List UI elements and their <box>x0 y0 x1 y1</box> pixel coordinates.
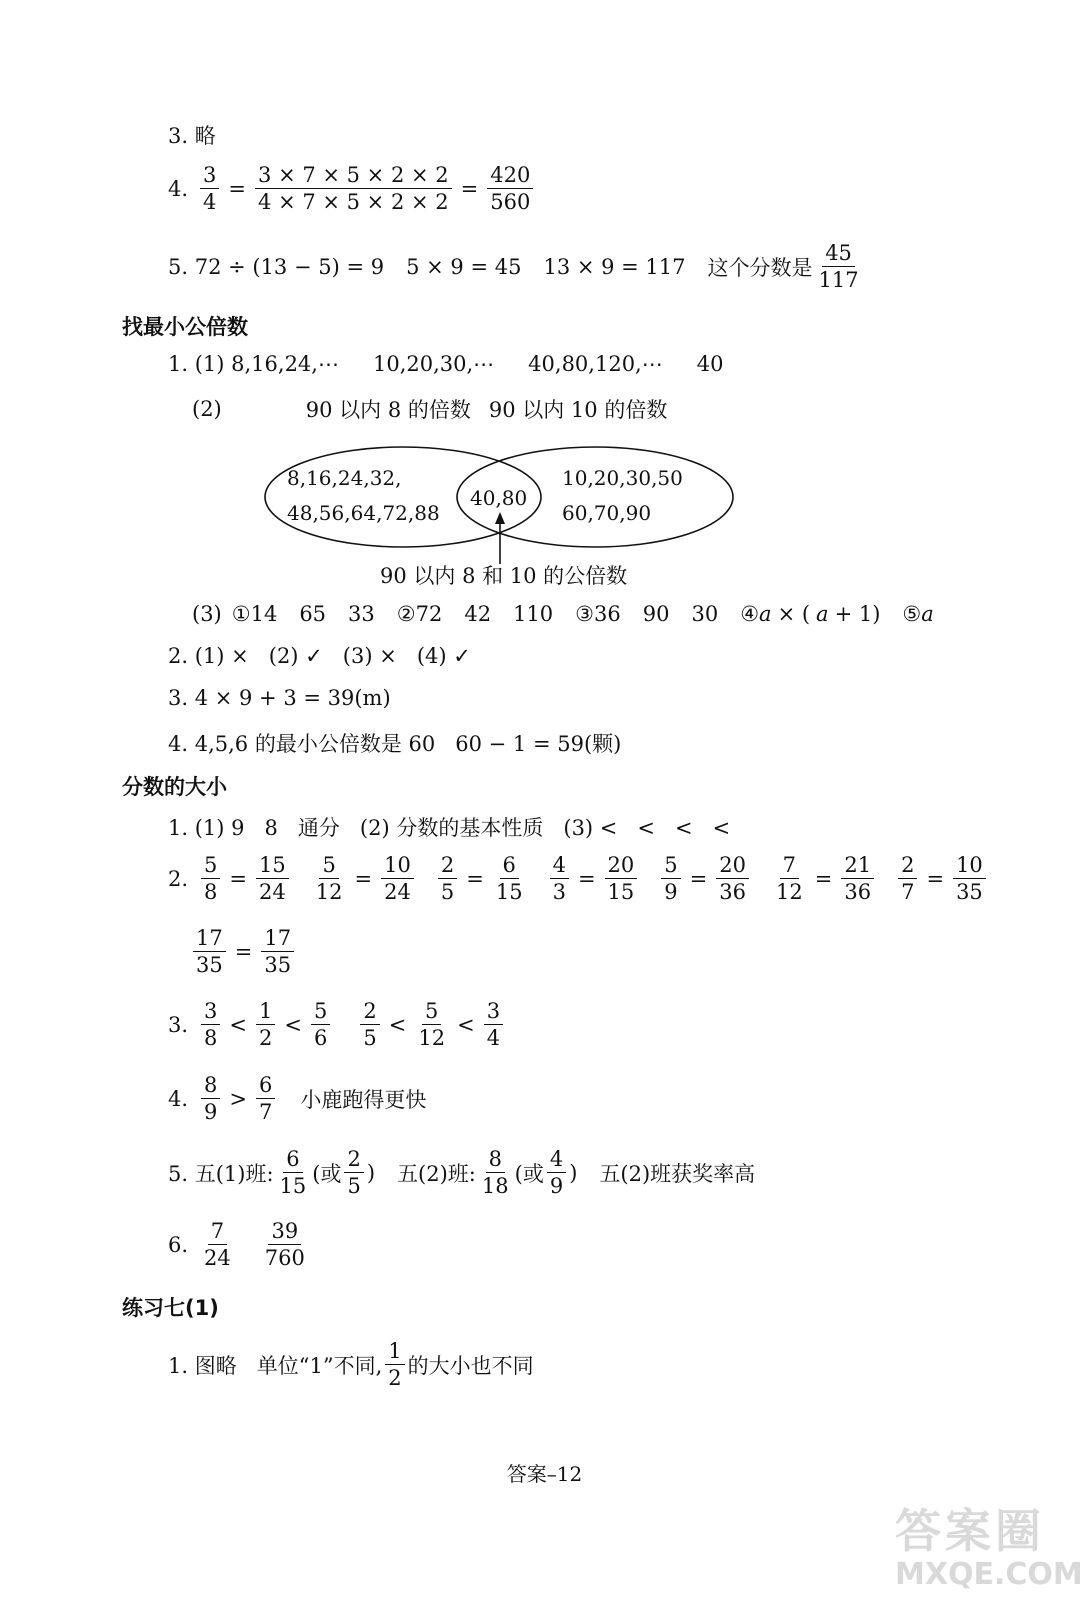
denominator: 5 <box>347 1174 361 1199</box>
denominator: 6 <box>314 1026 328 1051</box>
answer-line-3-1 <box>168 1338 534 1392</box>
denominator: 760 <box>264 1246 305 1271</box>
answer-text: 1. (1) 8,16,24,⋯ <box>168 352 339 376</box>
circled-three-icon: ③ <box>575 602 594 626</box>
denominator: 24 <box>204 1246 231 1271</box>
equation: 5. 72 ÷ (13 − 5) = 9 <box>168 254 385 279</box>
equals-sign: = <box>354 866 373 891</box>
fraction <box>716 852 749 906</box>
watermark-text: 答案圈 <box>895 1504 1045 1558</box>
equation: 13 × 9 = 117 <box>543 254 686 279</box>
numerator: 3 <box>484 998 503 1025</box>
numerator: 17 <box>261 925 294 952</box>
denominator: 12 <box>418 1026 446 1051</box>
venn-caption: 90 以内 8 和 10 的公倍数 <box>380 564 628 588</box>
class-label: 五(2)班: <box>397 1161 476 1186</box>
fraction <box>201 1072 220 1126</box>
numerator: 420 <box>487 162 533 189</box>
denominator: 18 <box>481 1174 509 1199</box>
answer-text: ) <box>366 1160 376 1185</box>
fraction <box>385 1338 404 1392</box>
denominator: 9 <box>549 1174 564 1199</box>
numerator: 4 <box>550 852 569 879</box>
numerator: 2 <box>360 998 379 1025</box>
answer-line-2: 2. (1) × (2) ✓ (3) × (4) ✓ <box>168 644 471 668</box>
answer-line-3b: 3. 4 × 9 + 3 = 39(m) <box>168 686 391 710</box>
denominator: 12 <box>315 880 343 905</box>
denominator: 15 <box>495 880 523 905</box>
section-heading: 找最小公倍数 <box>122 315 248 339</box>
numerator: 21 <box>841 852 874 879</box>
numerator: 5 <box>201 852 220 879</box>
equals-sign: = <box>814 866 833 891</box>
watermark-url: MXQE.COM <box>895 1557 1083 1592</box>
denominator: 9 <box>664 880 678 905</box>
venn-label-right: 90 以内 10 的倍数 <box>488 398 668 422</box>
equation: 5 × 9 = 45 <box>406 254 522 279</box>
answer-line-3 <box>168 120 216 150</box>
answer-value: 30 <box>691 602 719 626</box>
numerator: 45 <box>822 240 855 267</box>
section-heading: 练习七(1) <box>122 1296 219 1320</box>
numerator: 10 <box>953 852 986 879</box>
numerator: 4 <box>547 1146 566 1173</box>
fraction <box>605 852 638 906</box>
numerator: 2 <box>898 852 917 879</box>
equals-sign: = <box>466 866 484 891</box>
item-number: 6. <box>168 1232 189 1257</box>
fraction <box>262 1218 308 1272</box>
fraction <box>773 852 806 906</box>
answer-line-2-2-cont <box>190 925 297 979</box>
item-number: 4. <box>168 1086 189 1111</box>
item-number: (2) <box>192 397 222 421</box>
fraction <box>201 1218 234 1272</box>
denominator: 2 <box>259 1026 273 1051</box>
class-label: 5. 五(1)班: <box>168 1161 274 1186</box>
variable-a: a <box>921 602 934 626</box>
variable-a: a <box>816 602 829 626</box>
section-heading: 分数的大小 <box>122 775 227 799</box>
venn-left-text-2: 48,56,64,72,88 <box>287 501 440 525</box>
fraction <box>256 1072 275 1126</box>
equals-sign: = <box>234 939 253 964</box>
answer-text: 3. 略 <box>168 124 216 148</box>
answer-text: 40 <box>696 352 724 376</box>
fraction <box>661 852 680 906</box>
fraction <box>898 852 917 906</box>
numerator: 3 <box>200 162 219 189</box>
denominator: 15 <box>607 880 635 905</box>
denominator: 15 <box>279 1174 307 1199</box>
answer-value: 42 <box>464 602 492 626</box>
fraction <box>953 852 986 906</box>
denominator: 560 <box>490 190 531 215</box>
watermark-logo <box>895 1495 1083 1592</box>
answer-line-1-2 <box>192 394 667 424</box>
answer-value: 33 <box>348 602 375 626</box>
denominator: 12 <box>776 880 803 905</box>
answer-text: 的大小也不同 <box>407 1353 534 1378</box>
denominator: 35 <box>956 880 983 905</box>
less-than-sign: < <box>388 1012 407 1037</box>
answer-line-2-4 <box>168 1072 426 1126</box>
numerator: 3 × 7 × 5 × 2 × 2 <box>255 162 452 189</box>
fraction <box>201 998 220 1052</box>
numerator: 20 <box>605 852 638 879</box>
operator: × ( <box>777 602 811 626</box>
denominator: 24 <box>384 880 411 905</box>
denominator: 4 <box>486 1026 501 1051</box>
answer-value: 14 <box>250 602 278 626</box>
fraction <box>547 1146 566 1200</box>
denominator: 35 <box>264 953 292 978</box>
answer-text: 10,20,30,⋯ <box>372 352 495 376</box>
fraction <box>381 852 414 906</box>
numerator: 20 <box>716 852 749 879</box>
answer-text: 40,80,120,⋯ <box>528 352 663 376</box>
variable-a: a <box>759 602 772 626</box>
answer-value: 72 <box>415 602 443 626</box>
item-number: (3) <box>192 602 222 626</box>
denominator: 8 <box>204 1026 218 1051</box>
answer-line-4 <box>168 162 536 216</box>
less-than-sign: < <box>229 1012 248 1037</box>
venn-right-text-1: 10,20,30,50 <box>562 466 683 490</box>
answer-line-5 <box>168 240 865 294</box>
venn-label-left: 90 以内 8 的倍数 <box>305 398 471 422</box>
answer-text: (或 <box>514 1161 544 1186</box>
fraction <box>493 852 526 906</box>
numerator: 39 <box>268 1218 301 1245</box>
numerator: 5 <box>311 998 330 1025</box>
answer-value: 90 <box>642 602 670 626</box>
equals-sign: = <box>577 866 596 891</box>
numerator: 2 <box>344 1146 363 1173</box>
answer-line-2-3 <box>168 998 506 1052</box>
denominator: 24 <box>259 880 286 905</box>
answer-text: 这个分数是 <box>707 255 813 280</box>
fraction <box>415 998 448 1052</box>
answer-text: 五(2)班获奖率高 <box>599 1161 756 1186</box>
numerator: 6 <box>283 1146 302 1173</box>
equals-sign: = <box>229 866 248 891</box>
numerator: 8 <box>201 1072 220 1099</box>
page-number: 答案–12 <box>506 1462 583 1486</box>
numerator: 7 <box>780 852 799 879</box>
circled-two-icon: ② <box>396 602 416 626</box>
arrow-up-icon <box>495 512 505 524</box>
venn-right-text-2: 60,70,90 <box>562 501 652 525</box>
numerator: 1 <box>385 1338 404 1365</box>
fraction <box>487 162 533 216</box>
numerator: 10 <box>381 852 414 879</box>
numerator: 17 <box>193 925 226 952</box>
equals-sign: = <box>926 866 945 891</box>
numerator: 6 <box>256 1072 275 1099</box>
denominator: 4 <box>203 190 217 215</box>
denominator: 35 <box>196 953 223 978</box>
fraction <box>256 998 275 1052</box>
less-than-sign: < <box>457 1012 475 1037</box>
answer-line-2-1: 1. (1) 9 8 通分 (2) 分数的基本性质 (3) < < < < <box>168 816 731 840</box>
numerator: 3 <box>201 998 220 1025</box>
fraction <box>200 162 219 216</box>
fraction <box>479 1146 512 1200</box>
fraction <box>816 240 862 294</box>
fraction <box>550 852 569 906</box>
fraction <box>193 925 226 979</box>
answer-value: 65 <box>299 602 327 626</box>
fraction <box>484 998 503 1052</box>
answer-line-1-3 <box>192 602 934 626</box>
fraction <box>311 998 330 1052</box>
answer-text: 小鹿跑得更快 <box>300 1087 427 1112</box>
circled-four-icon: ④ <box>740 602 760 626</box>
denominator: 7 <box>901 880 915 905</box>
answer-line-4b: 4. 4,5,6 的最小公倍数是 60 60 − 1 = 59(颗) <box>168 732 622 756</box>
item-number: 3. <box>168 1012 189 1037</box>
venn-left-text-1: 8,16,24,32, <box>287 466 402 490</box>
denominator: 4 × 7 × 5 × 2 × 2 <box>258 190 449 215</box>
item-number: 2. <box>168 866 189 891</box>
numerator: 7 <box>208 1218 227 1245</box>
denominator: 3 <box>552 880 566 905</box>
denominator: 2 <box>388 1366 402 1391</box>
equals-sign: = <box>228 176 247 201</box>
operator: + 1) <box>834 602 881 626</box>
answer-value: 36 <box>594 602 621 626</box>
denominator: 7 <box>259 1100 273 1125</box>
venn-intersection-text: 40,80 <box>470 486 528 510</box>
equals-sign: = <box>460 176 479 201</box>
numerator: 1 <box>256 998 275 1025</box>
denominator: 8 <box>204 880 218 905</box>
answer-text: (或 <box>312 1161 342 1186</box>
fraction <box>277 1146 310 1200</box>
greater-than-sign: > <box>229 1086 248 1111</box>
numerator: 5 <box>422 998 441 1025</box>
fraction <box>438 852 457 906</box>
fraction <box>261 925 294 979</box>
numerator: 5 <box>661 852 680 879</box>
denominator: 117 <box>818 268 859 293</box>
answer-value: 110 <box>513 602 554 626</box>
answer-line-1-1 <box>168 352 723 376</box>
answer-text: ) <box>569 1160 578 1185</box>
answer-line-2-6 <box>168 1218 311 1272</box>
denominator: 9 <box>204 1100 218 1125</box>
fraction <box>255 162 452 216</box>
answer-line-2-5 <box>168 1146 755 1200</box>
numerator: 15 <box>256 852 289 879</box>
denominator: 36 <box>719 880 746 905</box>
circled-one-icon: ① <box>231 602 251 626</box>
denominator: 5 <box>363 1026 377 1051</box>
fraction <box>360 998 379 1052</box>
answer-line-2-2 <box>168 852 989 906</box>
numerator: 8 <box>486 1146 505 1173</box>
fraction <box>313 852 346 906</box>
fraction <box>841 852 874 906</box>
less-than-sign: < <box>284 1012 303 1037</box>
numerator: 5 <box>319 852 338 879</box>
item-number: 4. <box>168 176 189 201</box>
fraction <box>256 852 289 906</box>
denominator: 5 <box>440 880 455 905</box>
equals-sign: = <box>689 866 708 891</box>
denominator: 36 <box>844 880 872 905</box>
fraction <box>201 852 220 906</box>
numerator: 6 <box>500 852 519 879</box>
numerator: 2 <box>438 852 457 879</box>
circled-five-icon: ⑤ <box>902 602 922 626</box>
answer-text: 1. 图略 单位“1”不同, <box>168 1353 383 1378</box>
fraction <box>344 1146 363 1200</box>
